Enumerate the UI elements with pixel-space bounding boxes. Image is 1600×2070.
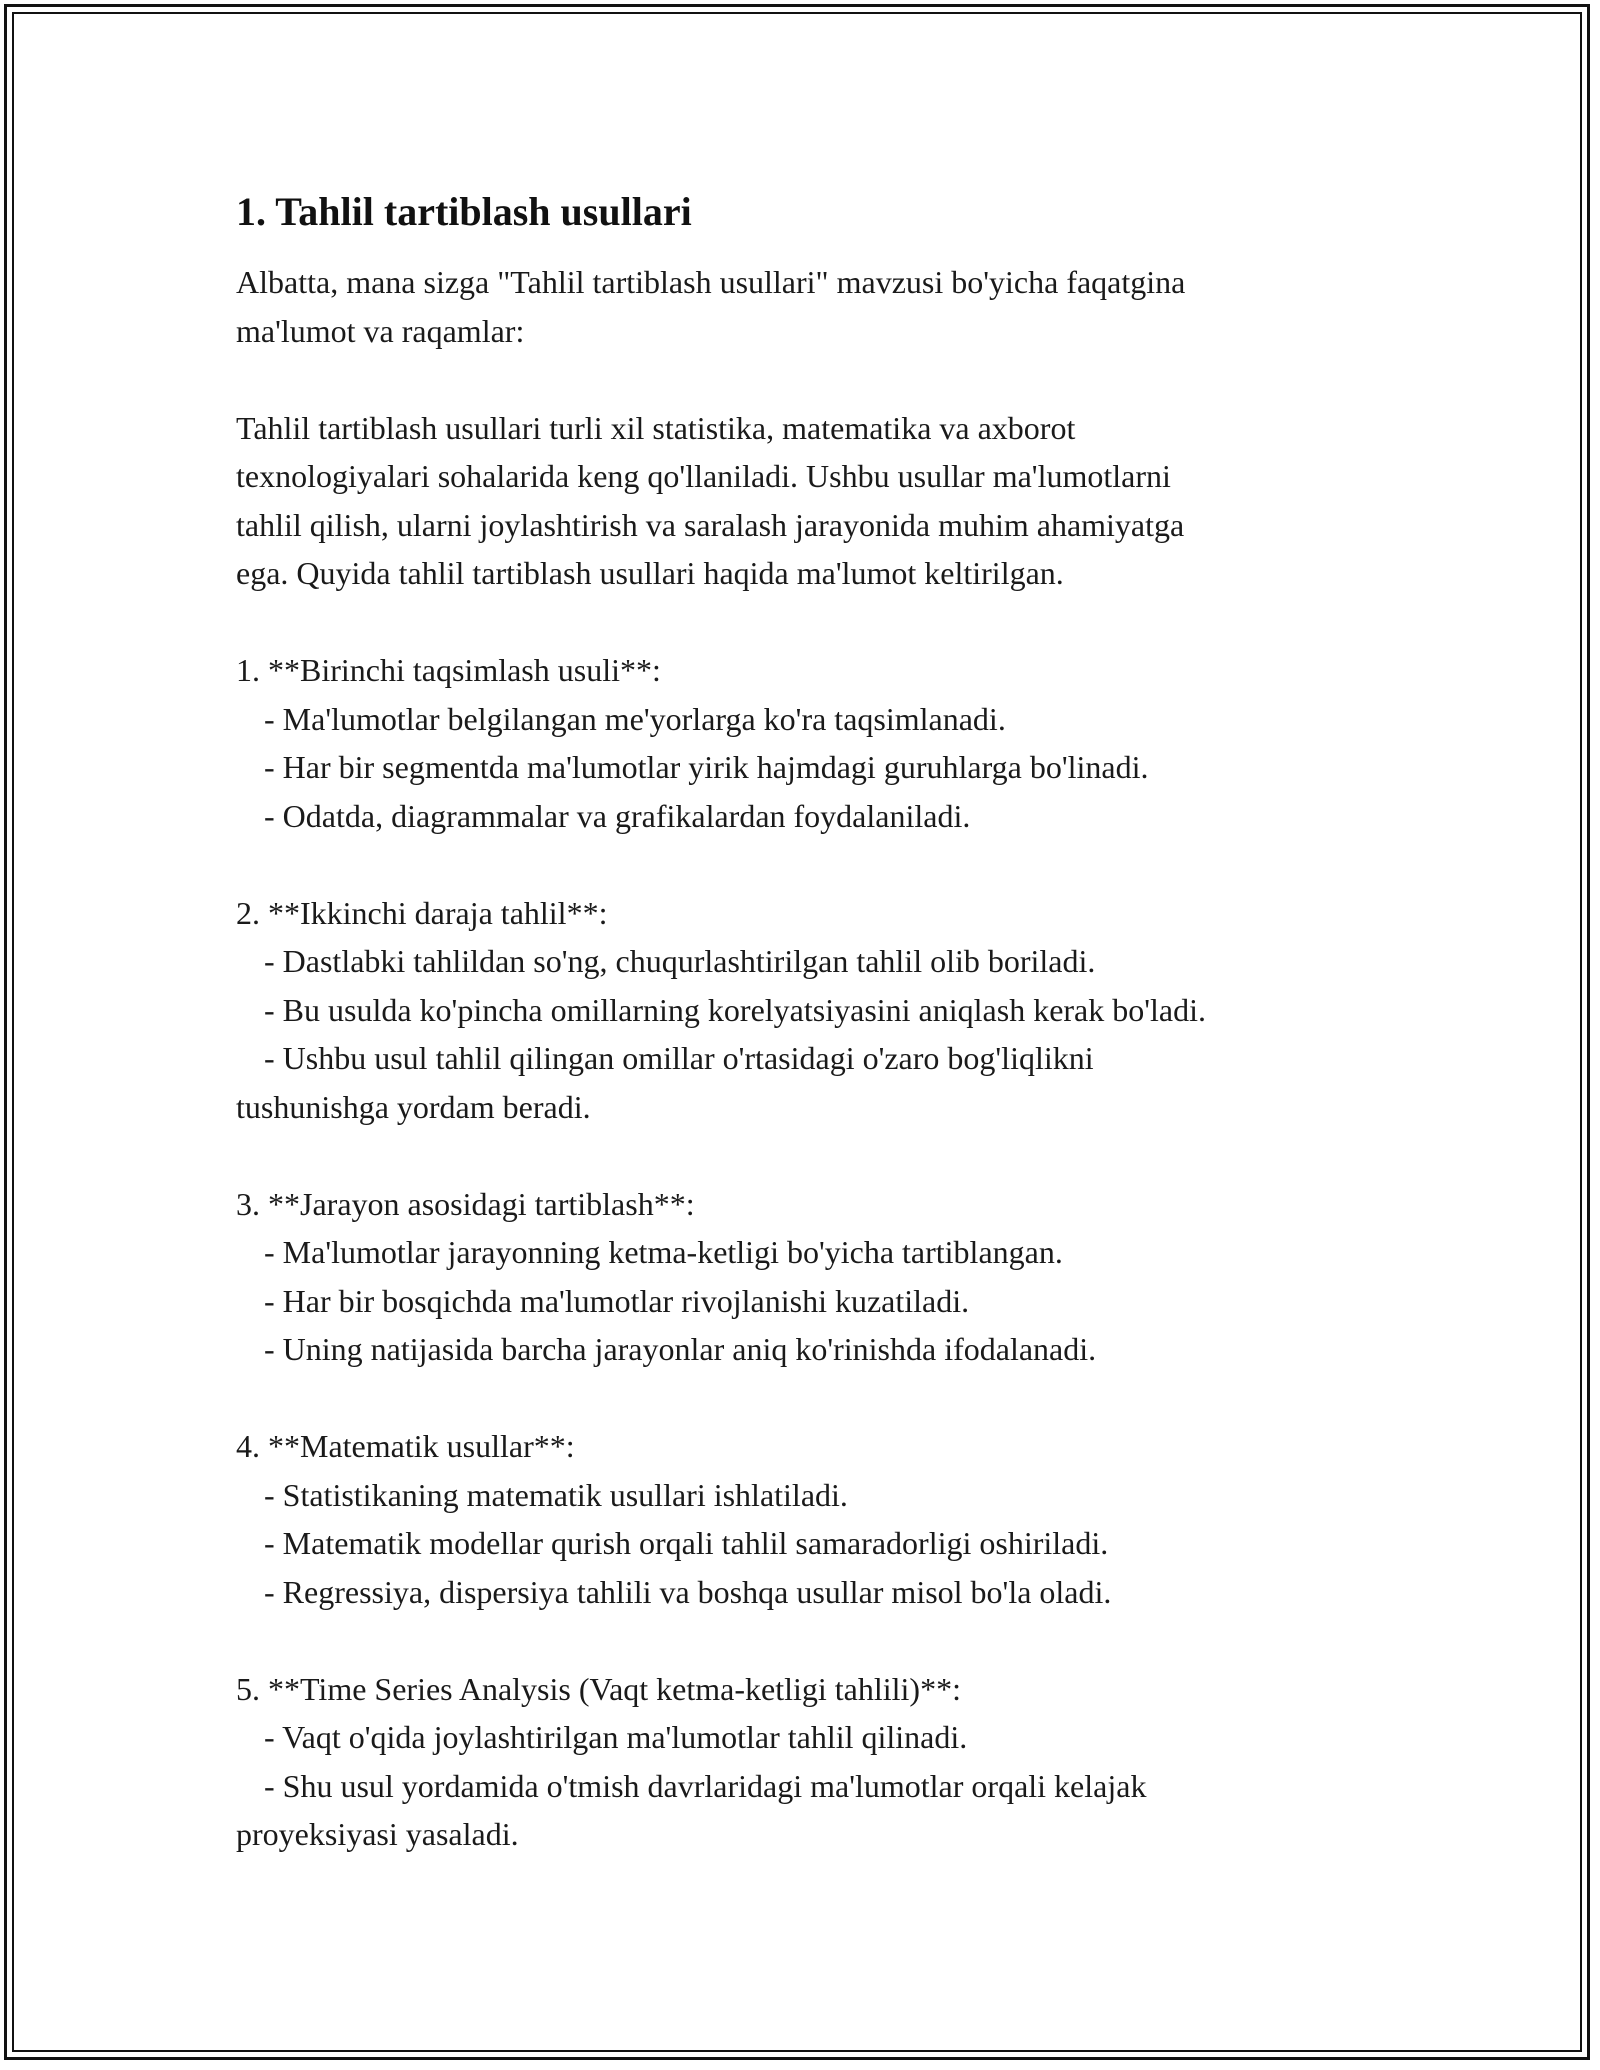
description-line-1: Tahlil tartiblash usullari turli xil statistika, matematika va axborot bbox=[236, 409, 1076, 446]
section-2-continuation: tushunishga yordam beradi. bbox=[236, 1088, 591, 1125]
document-body bbox=[236, 188, 1366, 1859]
spacer bbox=[236, 840, 1366, 889]
description-line-2: texnologiyalari sohalarida keng qo'llaniladi. Ushbu usullar ma'lumotlarni bbox=[236, 458, 1171, 494]
intro-line-1: Albatta, mana sizga "Tahlil tartiblash usullari" mavzusi bo'yicha faqatgina bbox=[236, 264, 1186, 300]
section-2-bullet-3: - Ushbu usul tahlil qilingan omillar o'rtasidagi o'zaro bog'liqlikni bbox=[264, 1040, 1094, 1076]
section-2-bullet-1: - Dastlabki tahlildan so'ng, chuqurlashtirilgan tahlil olib boriladi. bbox=[264, 943, 1096, 979]
section-title-3: 3. **Jarayon asosidagi tartiblash**: bbox=[236, 1185, 695, 1222]
spacer bbox=[236, 1131, 1366, 1180]
section-5-bullet-2: - Shu usul yordamida o'tmish davrlaridagi ma'lumotlar orqali kelajak bbox=[264, 1767, 1147, 1804]
spacer bbox=[236, 355, 1366, 404]
spacer bbox=[236, 598, 1366, 647]
section-3-bullet-2: - Har bir bosqichda ma'lumotlar rivojlanishi kuzatiladi. bbox=[264, 1282, 970, 1319]
description-line-4: ega. Quyida tahlil tartiblash usullari haqida ma'lumot keltirilgan. bbox=[236, 555, 1064, 591]
section-4-bullet-3: - Regressiya, dispersiya tahlili va boshqa usullar misol bo'la oladi. bbox=[264, 1573, 1112, 1610]
page-title: 1. Tahlil tartiblash usullari bbox=[236, 189, 692, 234]
spacer bbox=[236, 1374, 1366, 1423]
section-3-bullet-3: - Uning natijasida barcha jarayonlar aniq ko'rinishda ifodalanadi. bbox=[264, 1331, 1097, 1367]
section-5-continuation: proyeksiyasi yasaladi. bbox=[236, 1816, 519, 1852]
section-title-5: 5. **Time Series Analysis (Vaqt ketma-ketligi tahlili)**: bbox=[236, 1670, 961, 1707]
section-title-1: 1. **Birinchi taqsimlash usuli**: bbox=[236, 652, 661, 688]
section-1-bullet-2: - Har bir segmentda ma'lumotlar yirik hajmdagi guruhlarga bo'linadi. bbox=[264, 749, 1149, 785]
section-title-2: 2. **Ikkinchi daraja tahlil**: bbox=[236, 894, 608, 931]
section-2-bullet-2: - Bu usulda ko'pincha omillarning korelyatsiyasini aniqlash kerak bo'ladi. bbox=[264, 991, 1206, 1028]
section-1-bullet-3: - Odatda, diagrammalar va grafikalardan foydalaniladi. bbox=[264, 797, 971, 834]
description-line-3: tahlil qilish, ularni joylashtirish va saralash jarayonida muhim ahamiyatga bbox=[236, 506, 1185, 543]
intro-line-2: ma'lumot va raqamlar: bbox=[236, 312, 525, 349]
section-1-bullet-1: - Ma'lumotlar belgilangan me'yorlarga ko'ra taqsimlanadi. bbox=[264, 700, 1006, 737]
section-5-bullet-1: - Vaqt o'qida joylashtirilgan ma'lumotlar tahlil qilinadi. bbox=[264, 1719, 968, 1755]
section-3-bullet-1: - Ma'lumotlar jarayonning ketma-ketligi bo'yicha tartiblangan. bbox=[264, 1234, 1063, 1270]
spacer bbox=[236, 1616, 1366, 1665]
section-4-bullet-1: - Statistikaning matematik usullari ishlatiladi. bbox=[264, 1476, 848, 1513]
section-title-4: 4. **Matematik usullar**: bbox=[236, 1428, 575, 1464]
section-4-bullet-2: - Matematik modellar qurish orqali tahlil samaradorligi oshiriladi. bbox=[264, 1525, 1109, 1561]
